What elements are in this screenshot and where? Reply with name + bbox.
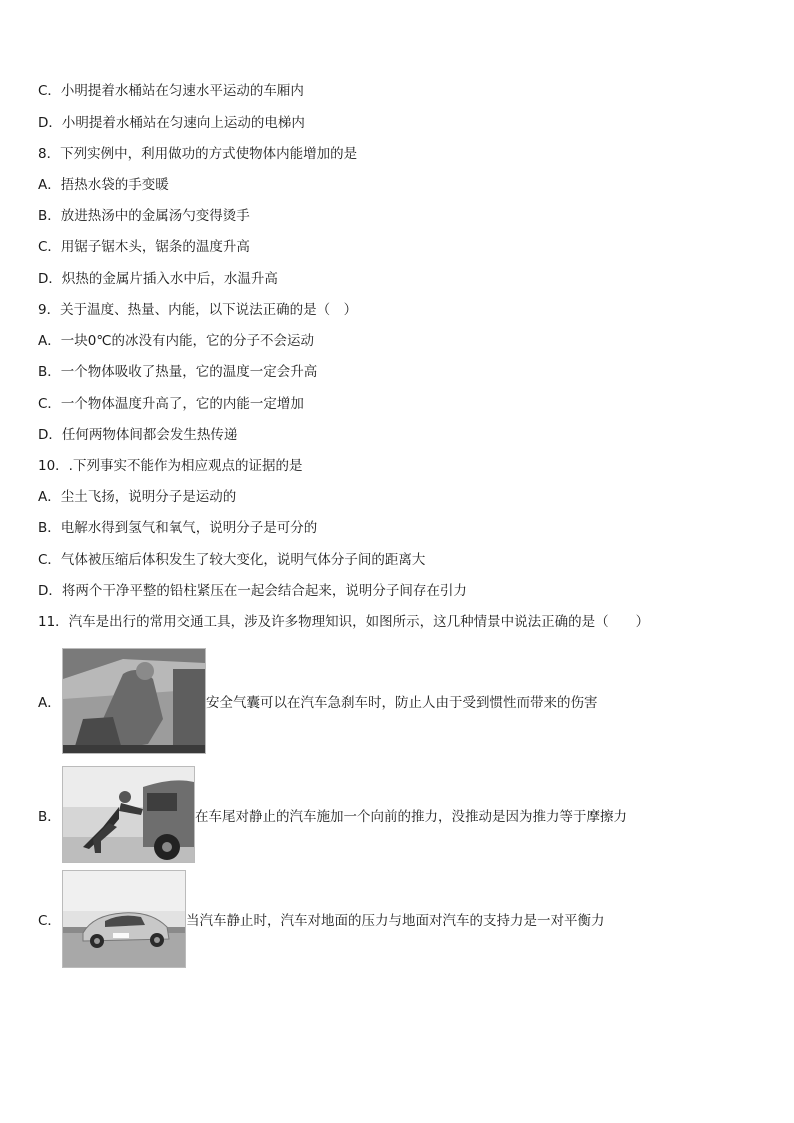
question-10: 10．.下列事实不能作为相应观点的证据的是 xyxy=(38,458,303,474)
question-11: 11．汽车是出行的常用交通工具，涉及许多物理知识，如图所示，这几种情景中说法正确的是（ ） xyxy=(38,614,650,630)
q11-option-c xyxy=(38,870,605,968)
pushing-car-photo xyxy=(62,766,195,863)
q9-option-b: B．一个物体吸收了热量，它的温度一定会升高 xyxy=(38,364,318,380)
text-line-1: D．小明提着水桶站在匀速向上运动的电梯内 xyxy=(38,115,305,131)
q8-option-c: C．用锯子锯木头，锯条的温度升高 xyxy=(38,239,250,255)
q11-option-b-letter: B． xyxy=(38,808,61,825)
q10-option-c: C．气体被压缩后体积发生了较大变化，说明气体分子间的距离大 xyxy=(38,552,426,568)
q9-option-d: D．任何两物体间都会发生热传递 xyxy=(38,427,238,443)
q8-option-a: A．捂热水袋的手变暖 xyxy=(38,177,169,193)
q9-option-a: A．一块0℃的冰没有内能，它的分子不会运动 xyxy=(38,333,314,349)
q8-option-b: B．放进热汤中的金属汤勺变得烫手 xyxy=(38,208,250,224)
q11-option-a-text: 安全气囊可以在汽车急刹车时，防止人由于受到惯性而带来的伤害 xyxy=(206,695,598,711)
q10-option-b: B．电解水得到氢气和氧气，说明分子是可分的 xyxy=(38,520,318,536)
q11-option-a xyxy=(38,648,598,754)
q10-option-a: A．尘土飞扬，说明分子是运动的 xyxy=(38,489,237,505)
q8-option-d: D．炽热的金属片插入水中后，水温升高 xyxy=(38,271,278,287)
question-8: 8．下列实例中，利用做功的方式使物体内能增加的是 xyxy=(38,146,358,162)
q11-option-b xyxy=(38,766,627,863)
q11-option-a-letter: A． xyxy=(38,695,61,711)
pushing-car-illustration xyxy=(63,767,194,862)
q10-option-d: D．将两个干净平整的铅柱紧压在一起会结合起来，说明分子间存在引力 xyxy=(38,583,467,599)
q11-option-c-text: 当汽车静止时，汽车对地面的压力与地面对汽车的支持力是一对平衡力 xyxy=(186,913,605,929)
q11-option-b-text: 在车尾对静止的汽车施加一个向前的推力，没推动是因为推力等于摩擦力 xyxy=(195,808,627,825)
airbag-photo-illustration xyxy=(63,649,205,753)
text-line-0: C．小明提着水桶站在匀速水平运动的车厢内 xyxy=(38,83,304,99)
sports-car-illustration xyxy=(63,871,185,967)
question-9: 9．关于温度、热量、内能，以下说法正确的是（ ） xyxy=(38,302,358,318)
sports-car-photo xyxy=(62,870,186,968)
q9-option-c: C．一个物体温度升高了，它的内能一定增加 xyxy=(38,396,304,412)
airbag-photo xyxy=(62,648,206,754)
q11-option-c-letter: C． xyxy=(38,913,61,929)
